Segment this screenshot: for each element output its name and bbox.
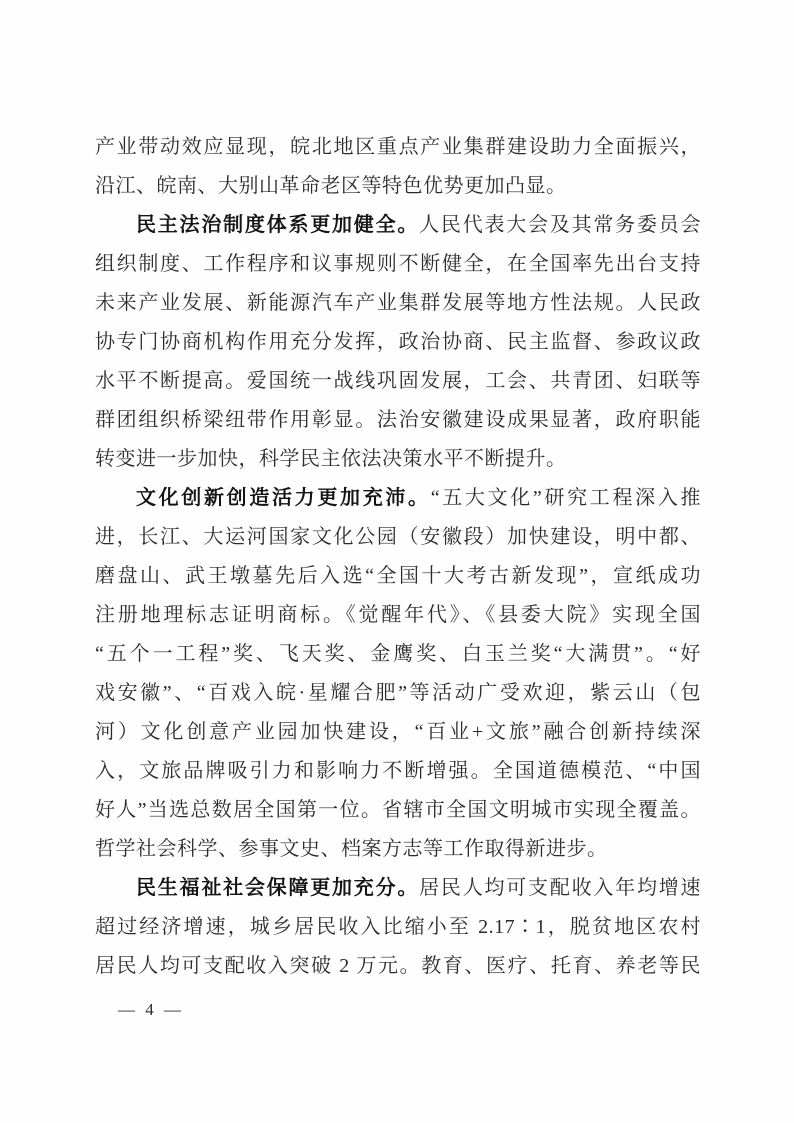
- text-line: 磨盘山、武王墩墓先后入选“全国十大考古新发现”，宣纸成功: [95, 565, 701, 587]
- text-line: 超过经济增速，城乡居民收入比缩小至 2.17∶1，脱贫地区农村: [95, 916, 701, 938]
- bold-heading: 民生福祉社会保障更加充分。: [136, 877, 420, 899]
- text-line: 协专门协商机构作用充分发挥，政治协商、民主监督、参政议政: [95, 331, 701, 353]
- paragraph: [95, 128, 701, 206]
- text-line: 哲学社会科学、参事文史、档案方志等工作取得新进步。: [95, 838, 608, 860]
- text-line: 转变进一步加快，科学民主依法决策水平不断提升。: [95, 448, 567, 470]
- text-line: 组织制度、工作程序和议事规则不断健全，在全国率先出台支持: [95, 253, 701, 275]
- bold-heading: 文化创新创造活力更加充沛。: [136, 487, 431, 509]
- text-line: 好人”当选总数居全国第一位。省辖市全国文明城市实现全覆盖。: [95, 799, 701, 821]
- text-line: “五个一工程”奖、飞天奖、金鹰奖、白玉兰奖“大满贯”。“好: [95, 643, 701, 665]
- text-line: 产业带动效应显现，皖北地区重点产业集群建设助力全面振兴，: [95, 136, 701, 158]
- bold-heading: 民主法治制度体系更加健全。: [136, 214, 420, 236]
- paragraph: [95, 869, 701, 986]
- text-line: 戏安徽”、“百戏入皖·星耀合肥”等活动广受欢迎，紫云山（包: [95, 682, 701, 704]
- paragraph: [95, 479, 701, 869]
- text-line: 文化创新创造活力更加充沛。“五大文化”研究工程深入推: [136, 487, 701, 509]
- text-line: 民主法治制度体系更加健全。人民代表大会及其常务委员会: [136, 214, 702, 236]
- text-line: 民生福祉社会保障更加充分。居民人均可支配收入年均增速: [136, 877, 702, 899]
- paragraph: [95, 206, 701, 479]
- text-line: 水平不断提高。爱国统一战线巩固发展，工会、共青团、妇联等: [95, 370, 701, 392]
- text-line: 河）文化创意产业园加快建设，“百业+文旅”融合创新持续深: [95, 721, 701, 743]
- text-line: 未来产业发展、新能源汽车产业集群发展等地方性法规。人民政: [95, 292, 701, 314]
- text-line: 沿江、皖南、大别山革命老区等特色优势更加凸显。: [95, 175, 567, 197]
- text-line: 入，文旅品牌吸引力和影响力不断增强。全国道德模范、“中国: [95, 760, 701, 782]
- text-line: 注册地理标志证明商标。《觉醒年代》、《县委大院》实现全国: [95, 604, 701, 626]
- page-number: — 4 —: [118, 1000, 184, 1019]
- document-body: [95, 128, 701, 986]
- text-line: 群团组织桥梁纽带作用彰显。法治安徽建设成果显著，政府职能: [95, 409, 701, 431]
- text-line: 居民人均可支配收入突破 2 万元。教育、医疗、托育、养老等民: [95, 955, 701, 977]
- text-line: 进，长江、大运河国家文化公园（安徽段）加快建设，明中都、: [95, 526, 701, 548]
